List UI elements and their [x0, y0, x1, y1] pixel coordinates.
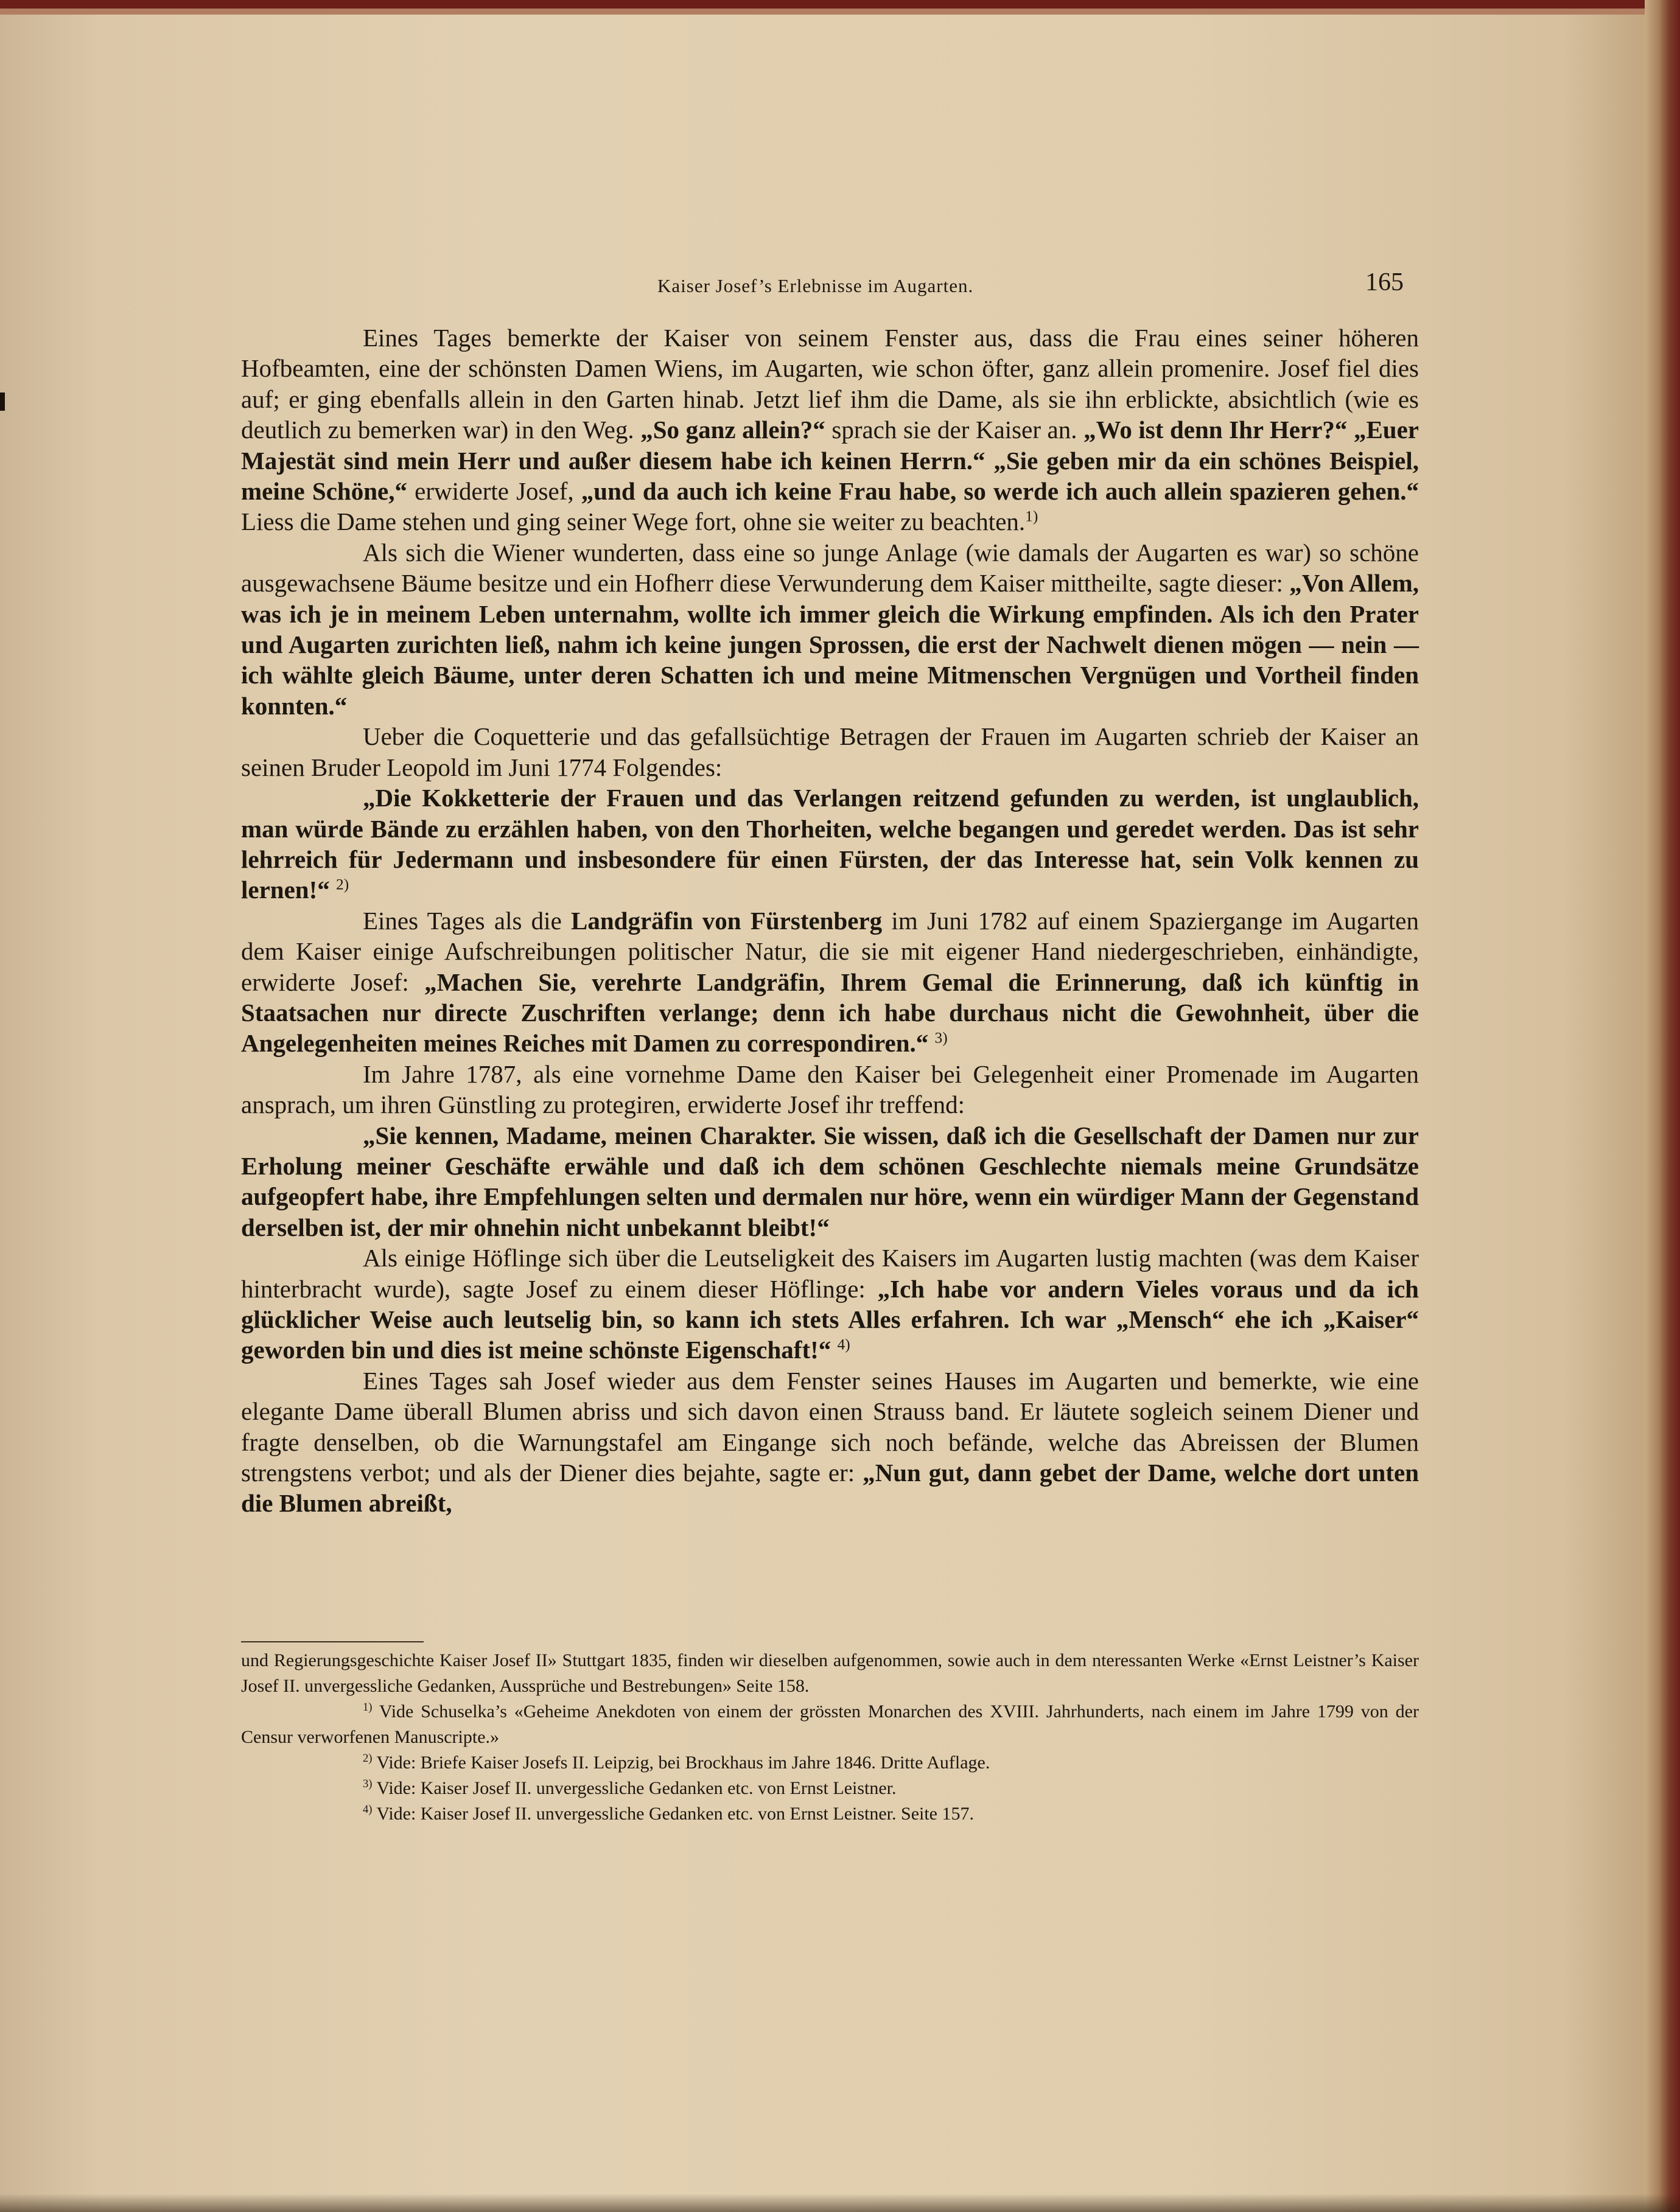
footnote-mark: 1): [363, 1701, 373, 1714]
text-run: erwiderte Josef,: [407, 477, 581, 506]
text-run: Als einige Höflinge sich über die Leutseligkeit des Kaisers im Augarten lustig machten (was dem Kaiser hinterbracht wurde), sagte Josef zu einem dieser Höflinge:: [241, 1244, 1419, 1303]
footnote-rule: [241, 1641, 424, 1642]
fraktur-name: Landgräfin von Fürstenberg: [571, 906, 883, 935]
footnote-ref: 3): [934, 1029, 948, 1047]
fraktur-quote: „Die Kokketterie der Frauen und das Verlangen reitzend gefunden zu werden, ist unglaublich, man würde Bände zu erzählen haben, von den Thorheiten, welche begangen und geredet werden. Das ist sehr lehrreich für Jedermann und insbesondere für einen Fürsten, der das Interesse hat, sein Volk kennen zu lernen!“: [241, 784, 1419, 904]
footnote-ref: 1): [1025, 508, 1038, 525]
footnote-mark: 2): [363, 1752, 373, 1765]
page-bottom-shadow: [0, 2194, 1680, 2212]
text-run: [330, 876, 336, 904]
paragraph: [241, 721, 1419, 783]
fraktur-quote: „und da auch ich keine Frau habe, so werde ich auch allein spazieren gehen.“: [581, 477, 1419, 506]
footnote-2: [241, 1750, 1419, 1776]
text-run: [928, 1029, 934, 1057]
book-cover-edge-top: [0, 0, 1680, 9]
footnote-3: [241, 1776, 1419, 1801]
paragraph: [241, 537, 1419, 721]
paragraph: [241, 905, 1419, 1059]
fraktur-quote: „Sie kennen, Madame, meinen Charakter. Sie wissen, daß ich die Gesellschaft der Damen nur zur Erholung meiner Geschäfte erwähle und daß ich dem schönen Geschlechte niemals meine Grundsätze aufgeopfert habe, ihre Empfehlungen selten und dermalen nur höre, wenn ein würdiger Mann der Gegenstand derselben ist, der mir ohnehin nicht unbekannt bleibt!“: [241, 1121, 1419, 1241]
footnote-text: Vide: Kaiser Josef II. unvergessliche Gedanken etc. von Ernst Leistner.: [372, 1778, 897, 1798]
paragraph: [241, 783, 1419, 905]
text-run: [831, 1336, 837, 1364]
footnote-ref: 2): [336, 876, 349, 893]
text-run: Eines Tages bemerkte der Kaiser von seinem Fenster aus, dass die Frau eines seiner höheren Hofbeamten, eine der schönsten Damen Wiens, im Augarten, wie schon öfter, ganz allein promenire. Josef fiel dies auf; er ging ebenfalls allein in den Garten hinab. Jetzt lief ihm die Dame, als sie ihn erblickte, absichtlich (wie es deutlich zu bemerken war) in den Weg.: [241, 324, 1419, 444]
page-number: 165: [1365, 268, 1404, 296]
footnote-text: Vide: Briefe Kaiser Josefs II. Leipzig, bei Brockhaus im Jahre 1846. Dritte Auflage.: [372, 1753, 990, 1773]
paragraph: [241, 1243, 1419, 1366]
footnote-text: Vide: Kaiser Josef II. unvergessliche Gedanken etc. von Ernst Leistner. Seite 157.: [372, 1804, 974, 1824]
footnote-text: Vide Schuselka’s «Geheime Anekdoten von einem der grössten Monarchen des XVIII. Jahrhunderts, nach einem im Jahre 1799 von der Censur verworfenen Manuscripte.»: [241, 1701, 1419, 1747]
text-run: Als sich die Wiener wunderten, dass eine so junge Anlage (wie damals der Augarten es war) so schöne ausgewachsene Bäume besitze und ein Hofherr diese Verwunderung dem Kaiser mittheilte, sagte dieser:: [241, 538, 1419, 598]
paragraph: [241, 1059, 1419, 1120]
body-text: [241, 323, 1419, 1519]
fraktur-quote: „Von Allem, was ich je in meinem Leben unternahm, wollte ich immer gleich die Wirkung empfinden. Als ich den Prater und Augarten zurichten ließ, nahm ich keine jungen Sprossen, die erst der Nachwelt dienen mögen — nein — ich wählte gleich Bäume, unter deren Schatten ich und meine Mitmenschen Vergnügen und Vortheil finden konnten.“: [241, 569, 1419, 720]
text-run: Eines Tages als die: [363, 906, 572, 935]
running-head: Kaiser Josef’s Erlebnisse im Augarten.: [657, 275, 974, 296]
fraktur-quote: „Ich habe vor andern Vieles voraus und da ich glücklicher Weise auch leutselig bin, so kann ich stets Alles erfahren. Ich war „Mensch“ ehe ich „Kaiser“ geworden bin und dies ist meine schönste Eigenschaft!“: [241, 1274, 1419, 1364]
fraktur-quote: „Machen Sie, verehrte Landgräfin, Ihrem Gemal die Erinnerung, daß ich künftig in Staatsachen nur directe Zuschriften verlange; denn ich habe durchaus nicht die Gewohnheit, über die Angelegenheiten meines Reiches mit Damen zu correspondiren.“: [241, 968, 1419, 1058]
margin-mark: [0, 393, 5, 411]
text-run: Eines Tages sah Josef wieder aus dem Fenster seines Hauses im Augarten und bemerkte, wie eine elegante Dame überall Blumen abriss und sich davon einen Strauss band. Er läutete sogleich seinem Diener und fragte denselben, ob die Warnungstafel am Eingange sich noch befände, welche das Abreissen der Blumen strengstens verbot; und als der Diener dies bejahte, sagte er:: [241, 1366, 1419, 1487]
footnote-ref: 4): [837, 1336, 850, 1353]
page-edge-top: [0, 9, 1680, 15]
paragraph: [241, 323, 1419, 537]
paragraph: [241, 1120, 1419, 1243]
book-spine-edge: [1645, 0, 1680, 2212]
text-run: Im Jahre 1787, als eine vornehme Dame den Kaiser bei Gelegenheit einer Promenade im Augarten ansprach, um ihren Günstling zu protegiren, erwiderte Josef ihr treffend:: [241, 1059, 1419, 1119]
text-run: Liess die Dame stehen und ging seiner Wege fort, ohne sie weiter zu beachten.: [241, 508, 1026, 536]
fraktur-quote: „Wo ist denn Ihr Herr?“ „Euer Majestät sind mein Herr und außer diesem habe ich keinen Herrn.“ „Sie geben mir da ein schönes Beispiel, meine Schöne,“: [241, 416, 1419, 506]
footnote-mark: 4): [363, 1803, 373, 1816]
footnote-1: [241, 1699, 1419, 1750]
footnotes: [241, 1648, 1419, 1827]
footnote-4: [241, 1801, 1419, 1827]
footnote-continuation: und Regierungsgeschichte Kaiser Josef II» Stuttgart 1835, finden wir dieselben aufgenommen, sowie auch in dem nteressanten Werke «Ernst Leistner’s Kaiser Josef II. unvergessliche Gedanken, Aussprüche und Bestrebungen» Seite 158.: [241, 1650, 1419, 1696]
fraktur-quote: „Nun gut, dann gebet der Dame, welche dort unten die Blumen abreißt,: [241, 1459, 1419, 1518]
footnote-mark: 3): [363, 1778, 373, 1790]
text-run: sprach sie der Kaiser an.: [825, 416, 1084, 444]
paragraph: [241, 1366, 1419, 1519]
text-run: Ueber die Coquetterie und das gefallsüchtige Betragen der Frauen im Augarten schrieb der Kaiser an seinen Bruder Leopold im Juni 1774 Folgendes:: [241, 722, 1419, 781]
fraktur-quote: „So ganz allein?“: [640, 416, 825, 444]
text-run: im Juni 1782 auf einem Spaziergange im Augarten dem Kaiser einige Aufschreibungen politischer Natur, die sie mit eigener Hand niedergeschrieben, einhändigte, erwiderte Josef:: [241, 906, 1419, 996]
